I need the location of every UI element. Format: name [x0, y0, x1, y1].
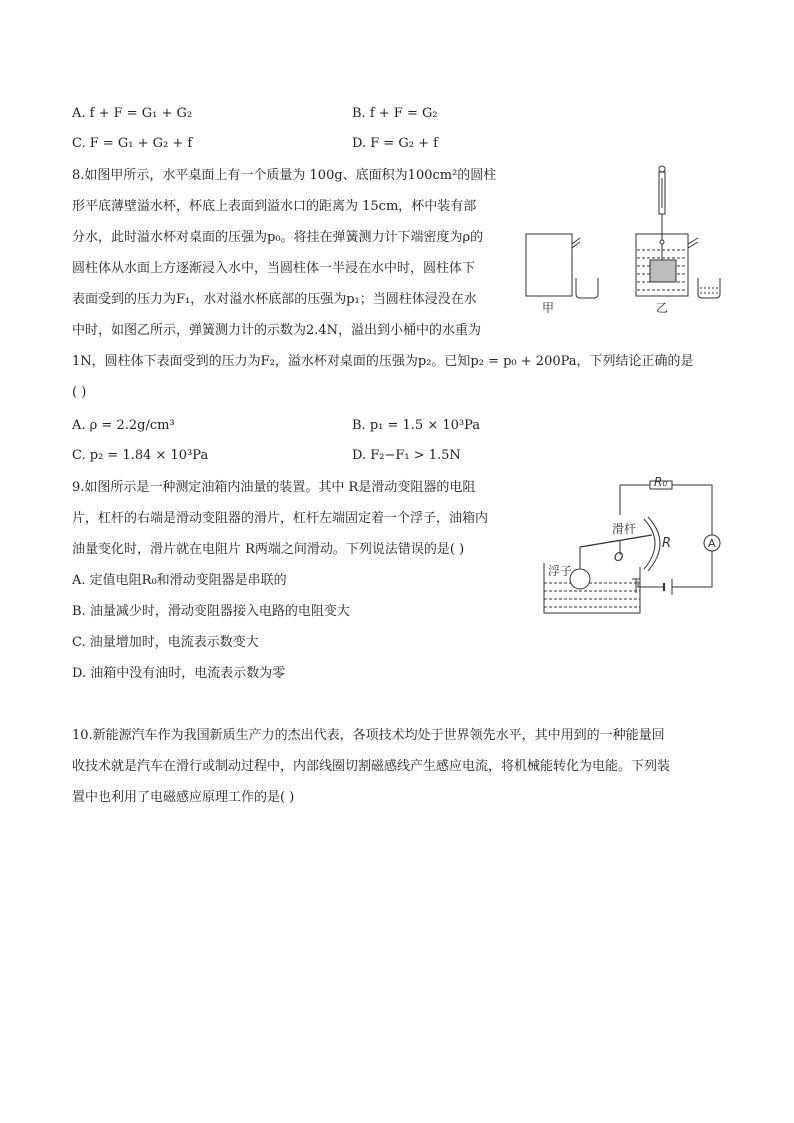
q9-line-3: 油量变化时，滑片就在电阻片 R两端之间滑动。下列说法错误的是( ): [72, 542, 465, 557]
q10-line-3: 置中也利用了电磁感应原理工作的是( ): [72, 790, 295, 805]
spring-scale: [659, 166, 665, 244]
q7-option-b: B. f + F = G₂: [352, 106, 438, 121]
q7-option-d: D. F = G₂ + f: [352, 136, 438, 151]
resistor-r-arc: [648, 517, 660, 571]
label-pivot-o: O: [614, 550, 624, 564]
q8-option-c: C. p₂ = 1.84 × 10³Pa: [72, 448, 209, 463]
q9-line-1: 9.如图所示是一种测定油箱内油量的装置。其中 R是滑动变阻器的电阻: [72, 480, 476, 495]
label-r0: R₀: [654, 475, 668, 489]
lever-arm: [580, 535, 652, 547]
q8-line-5: 表面受到的压力为F₁，水对溢水杯底部的压强为p₁；当圆柱体浸没在水: [72, 292, 477, 307]
q8-line-8: ( ): [72, 385, 87, 400]
fig-label-jia: 甲: [542, 301, 555, 315]
label-r: R: [662, 536, 672, 551]
q8-line-6: 中时，如图乙所示，弹簧测力计的示数为2.4N，溢出到小桶中的水重为: [72, 323, 482, 338]
q9-option-c: C. 油量增加时，电流表示数变大: [72, 635, 259, 650]
q8-option-b: B. p₁ = 1.5 × 10³Pa: [352, 418, 481, 433]
q9-option-d: D. 油箱中没有油时，电流表示数为零: [72, 666, 286, 681]
cylinder-immersed: [650, 260, 676, 282]
q8-option-d: D. F₂−F₁ > 1.5N: [352, 448, 461, 463]
q8-figure: [520, 160, 740, 320]
small-bucket-yi: [698, 278, 720, 298]
q10-line-2: 收技术就是汽车在滑行或制动过程中，内部线圈切割磁感线产生感应电流，将机械能转化为电能。下列装: [72, 759, 671, 774]
label-ammeter: A: [708, 537, 716, 550]
overflow-cup-jia: [526, 234, 580, 296]
fig-label-yi: 乙: [656, 301, 669, 315]
q8-option-a: A. ρ = 2.2g/cm³: [72, 418, 175, 433]
circuit-wire-bottom: [638, 581, 664, 587]
q8-line-3: 分水，此时溢水杯对桌面的压强为p₀。将挂在弹簧测力计下端密度为ρ的: [72, 230, 484, 245]
label-float: 浮子: [548, 564, 573, 578]
q9-option-b: B. 油量减少时，滑动变阻器接入电路的电阻变大: [72, 604, 350, 619]
q9-line-2: 片，杠杆的右端是滑动变阻器的滑片，杠杆左端固定着一个浮子，油箱内: [72, 511, 489, 526]
q10-line-1: 10.新能源汽车作为我国新质生产力的杰出代表，各项技术均处于世界领先水平，其中用到的一种能量回: [72, 728, 665, 743]
q7-option-a: A. f + F = G₁ + G₂: [72, 106, 193, 121]
q7-option-c: C. F = G₁ + G₂ + f: [72, 136, 193, 151]
circuit-wire-right: [672, 485, 712, 587]
q8-line-1: 8.如图甲所示，水平桌面上有一个质量为 100g、底面积为100cm²的圆柱: [72, 168, 497, 183]
q8-line-7: 1N，圆柱体下表面受到的压力为F₂，溢水杯对桌面的压强为p₂。已知p₂ = p₀ + 200Pa，下列结论正确的是: [72, 354, 694, 369]
q8-line-4: 圆柱体从水面上方逐渐浸入水中，当圆柱体一半浸在水中时，圆柱体下: [72, 261, 476, 276]
float-ball: [570, 569, 590, 589]
q9-figure: [540, 475, 740, 620]
circuit-wire-top: [620, 485, 650, 497]
q8-line-2: 形平底薄壁溢水杯，杯底上表面到溢水口的距离为 15cm，杯中装有部: [72, 199, 477, 214]
label-slider: 滑杆: [612, 522, 637, 536]
q9-option-a: A. 定值电阻R₀和滑动变阻器是串联的: [72, 573, 287, 588]
small-bucket-jia: [576, 278, 598, 298]
